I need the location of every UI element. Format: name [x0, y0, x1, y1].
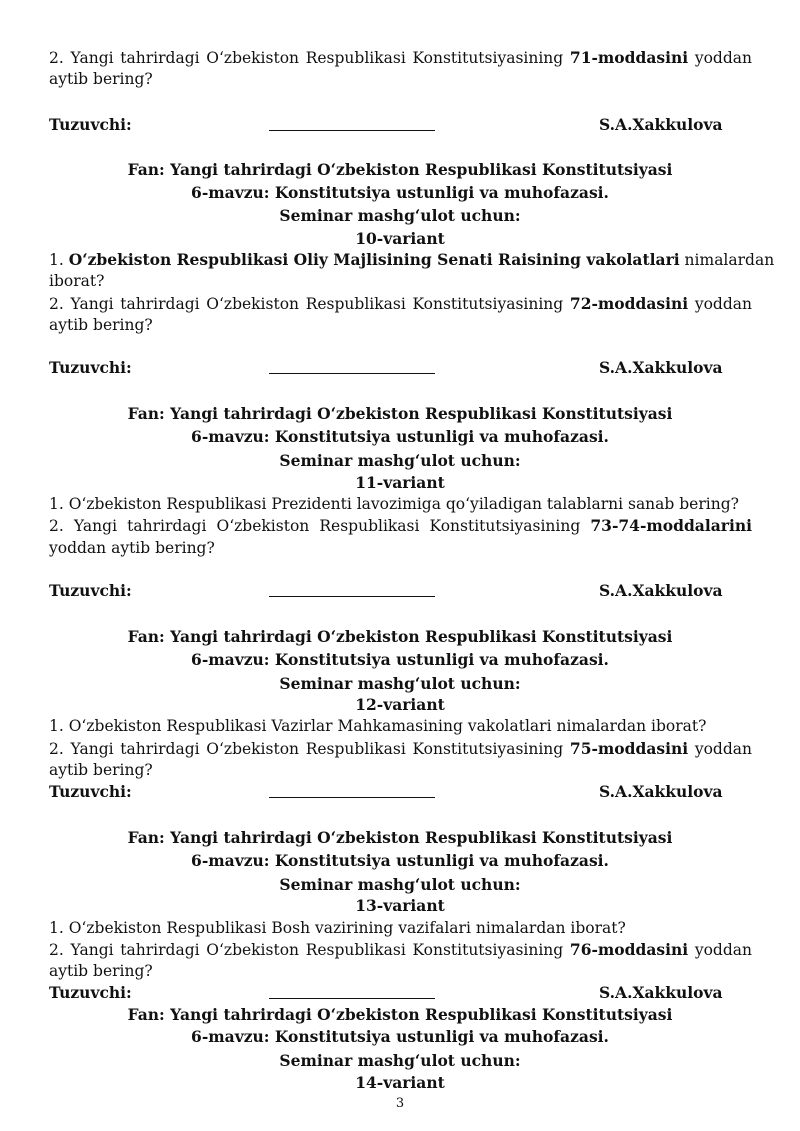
signature-line: [269, 373, 435, 374]
signature-label: Tuzuvchi:: [49, 782, 132, 801]
question-1-line-1: 1. O‘zbekiston Respublikasi Bosh vazirining vazifalari nimalardan iborat?: [49, 919, 626, 937]
signature-line: [269, 998, 435, 999]
seminar-heading: Seminar mashg‘ulot uchun:: [279, 206, 521, 225]
subject-title: Fan: Yangi tahrirdagi O‘zbekiston Respublikasi Konstitutsiyasi: [127, 828, 673, 847]
topic-title: 6-mavzu: Konstitutsiya ustunligi va muhofazasi.: [191, 427, 609, 446]
question-1-line-1: 1. O‘zbekiston Respublikasi Prezidenti lavozimiga qo‘yiladigan talablarni sanab bering?: [49, 495, 739, 513]
signature-label: Tuzuvchi:: [49, 983, 132, 1002]
variant-heading: 10-variant: [355, 229, 445, 248]
signature-line: [269, 797, 435, 798]
question-2-line-2: aytib bering?: [49, 761, 153, 779]
question-2-line-1: 2. Yangi tahrirdagi O‘zbekiston Respublikasi Konstitutsiyasining 71-moddasini yoddan: [49, 48, 752, 67]
signature-row: [0, 581, 800, 603]
topic-title: 6-mavzu: Konstitutsiya ustunligi va muhofazasi.: [191, 183, 609, 202]
signature-row: [0, 782, 800, 804]
variant-heading: 11-variant: [355, 473, 445, 492]
question-2-line-2: aytib bering?: [49, 70, 153, 88]
subject-title: Fan: Yangi tahrirdagi O‘zbekiston Respublikasi Konstitutsiyasi: [127, 404, 673, 423]
subject-title: Fan: Yangi tahrirdagi O‘zbekiston Respublikasi Konstitutsiyasi: [127, 160, 673, 179]
signature-label: Tuzuvchi:: [49, 115, 132, 134]
signature-name: S.A.Xakkulova: [599, 782, 723, 801]
subject-title: Fan: Yangi tahrirdagi O‘zbekiston Respublikasi Konstitutsiyasi: [127, 627, 673, 646]
page-number: 3: [395, 1096, 405, 1111]
question-2-line-2: aytib bering?: [49, 316, 153, 334]
signature-name: S.A.Xakkulova: [599, 358, 723, 377]
topic-title: 6-mavzu: Konstitutsiya ustunligi va muhofazasi.: [191, 650, 609, 669]
question-2-line-1: 2. Yangi tahrirdagi O‘zbekiston Respublikasi Konstitutsiyasining 72-moddasini yoddan: [49, 294, 752, 313]
signature-line: [269, 596, 435, 597]
question-1-line-1: 1. O‘zbekiston Respublikasi Oliy Majlisining Senati Raisining vakolatlari nimalardan: [49, 250, 775, 269]
question-2-line-2: aytib bering?: [49, 962, 153, 980]
topic-title: 6-mavzu: Konstitutsiya ustunligi va muhofazasi.: [191, 851, 609, 870]
subject-title: Fan: Yangi tahrirdagi O‘zbekiston Respublikasi Konstitutsiyasi: [127, 1005, 673, 1024]
variant-heading: 14-variant: [355, 1073, 445, 1092]
signature-name: S.A.Xakkulova: [599, 983, 723, 1002]
question-2-line-2: yoddan aytib bering?: [49, 539, 215, 557]
signature-row: [0, 358, 800, 380]
question-1-line-2: iborat?: [49, 272, 105, 290]
question-2-line-1: 2. Yangi tahrirdagi O‘zbekiston Respublikasi Konstitutsiyasining 76-moddasini yoddan: [49, 940, 752, 959]
question-2-line-1: 2. Yangi tahrirdagi O‘zbekiston Respublikasi Konstitutsiyasining 75-moddasini yoddan: [49, 739, 752, 758]
seminar-heading: Seminar mashg‘ulot uchun:: [279, 1051, 521, 1070]
signature-line: [269, 130, 435, 131]
question-2-line-1: 2. Yangi tahrirdagi O‘zbekiston Respublikasi Konstitutsiyasining 73-74-moddalarini: [49, 516, 752, 535]
question-1-line-1: 1. O‘zbekiston Respublikasi Vazirlar Mahkamasining vakolatlari nimalardan iborat?: [49, 717, 707, 735]
variant-heading: 13-variant: [355, 896, 445, 915]
seminar-heading: Seminar mashg‘ulot uchun:: [279, 875, 521, 894]
signature-name: S.A.Xakkulova: [599, 581, 723, 600]
topic-title: 6-mavzu: Konstitutsiya ustunligi va muhofazasi.: [191, 1027, 609, 1046]
seminar-heading: Seminar mashg‘ulot uchun:: [279, 451, 521, 470]
signature-label: Tuzuvchi:: [49, 581, 132, 600]
signature-row: [0, 983, 800, 1005]
signature-row: [0, 115, 800, 137]
seminar-heading: Seminar mashg‘ulot uchun:: [279, 674, 521, 693]
signature-label: Tuzuvchi:: [49, 358, 132, 377]
signature-name: S.A.Xakkulova: [599, 115, 723, 134]
variant-heading: 12-variant: [355, 695, 445, 714]
